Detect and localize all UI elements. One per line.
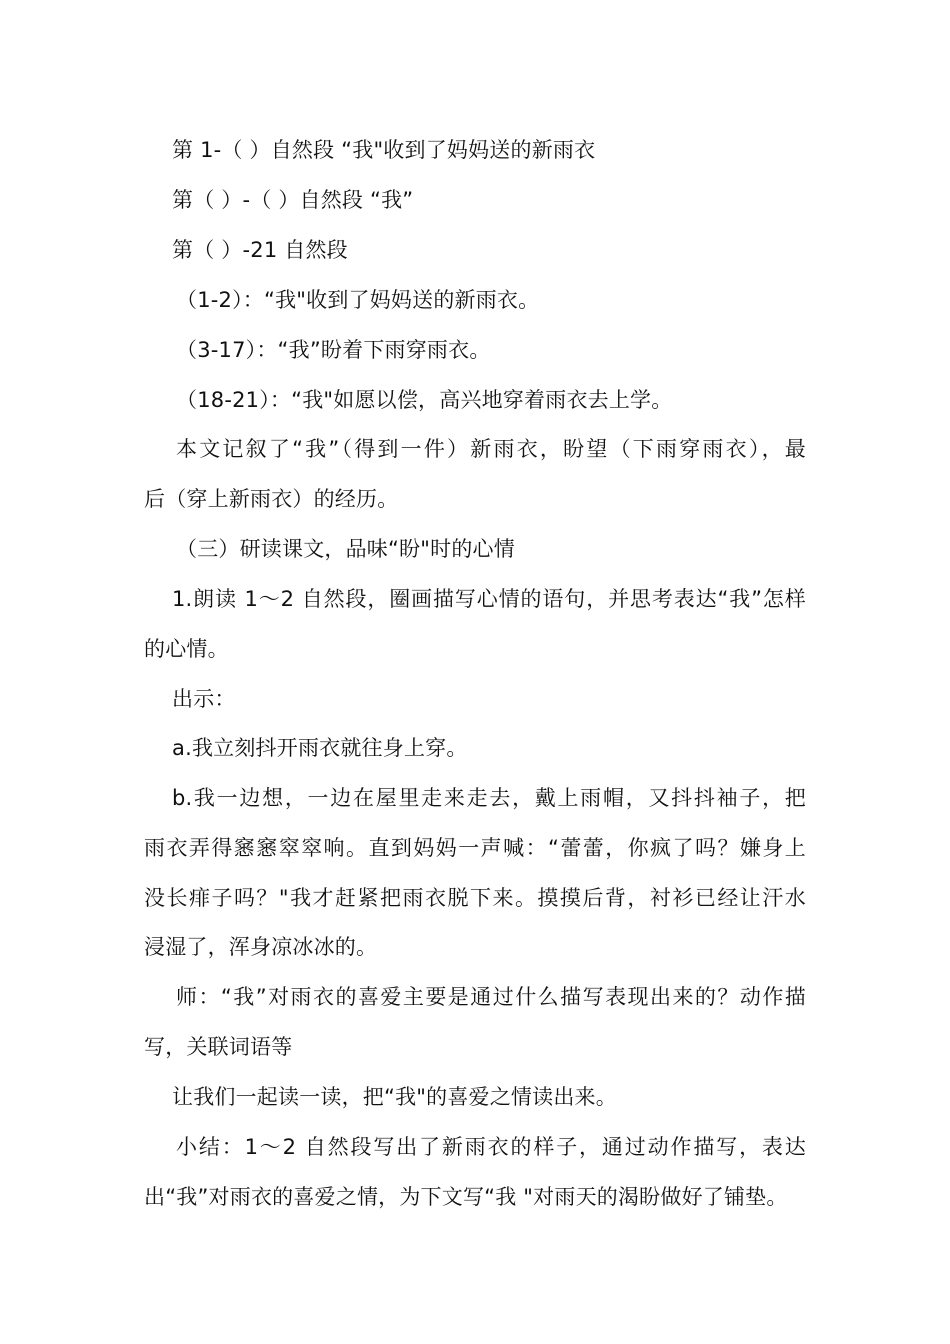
- paragraph-line-17: 浸湿了，浑身凉冰冰的。: [144, 935, 378, 959]
- paragraph-line-16: 没长痱子吗？"我才赶紧把雨衣脱下来。摸摸后背，衬衫已经让汗水: [144, 886, 806, 910]
- paragraph-line-3: 第（ ）-21 自然段: [172, 238, 348, 262]
- paragraph-line-20: 让我们一起读一读，把“我"的喜爱之情读出来。: [172, 1085, 617, 1109]
- paragraph-line-7: 本文记叙了“我”（得到一件）新雨衣，盼望（下雨穿雨衣），最: [176, 437, 806, 461]
- paragraph-line-4: （1-2）：“我"收到了妈妈送的新雨衣。: [176, 288, 540, 312]
- paragraph-line-18: 师：“我”对雨衣的喜爱主要是通过什么描写表现出来的？动作描: [176, 985, 806, 1009]
- paragraph-line-8: 后（穿上新雨衣）的经历。: [144, 487, 399, 511]
- paragraph-line-14: b.我一边想，一边在屋里走来走去，戴上雨帽，又抖抖袖子，把: [172, 786, 806, 810]
- section-heading: （三）研读课文，品味“盼"时的心情: [176, 537, 515, 561]
- paragraph-line-22: 出“我”对雨衣的喜爱之情，为下文写“我 "对雨天的渴盼做好了铺垫。: [144, 1185, 788, 1209]
- paragraph-line-13: a.我立刻抖开雨衣就往身上穿。: [172, 736, 468, 760]
- paragraph-line-1: 第 1-（ ）自然段 “我"收到了妈妈送的新雨衣: [172, 138, 596, 162]
- paragraph-line-21: 小结：1～2 自然段写出了新雨衣的样子，通过动作描写，表达: [176, 1135, 806, 1159]
- paragraph-line-2: 第（ ）-（ ）自然段 “我”: [172, 188, 414, 212]
- paragraph-line-11: 的心情。: [144, 637, 229, 661]
- paragraph-line-5: （3-17）：“我”盼着下雨穿雨衣。: [176, 338, 491, 362]
- paragraph-line-10: 1.朗读 1～2 自然段，圈画描写心情的语句，并思考表达“我”怎样: [172, 587, 806, 611]
- paragraph-line-6: （18-21）：“我"如愿以偿，高兴地穿着雨衣去上学。: [176, 388, 673, 412]
- paragraph-line-15: 雨衣弄得窸窸窣窣响。直到妈妈一声喊：“蕾蕾，你疯了吗？嫌身上: [144, 836, 806, 860]
- paragraph-line-12: 出示：: [172, 687, 236, 711]
- paragraph-line-19: 写，关联词语等: [144, 1035, 293, 1059]
